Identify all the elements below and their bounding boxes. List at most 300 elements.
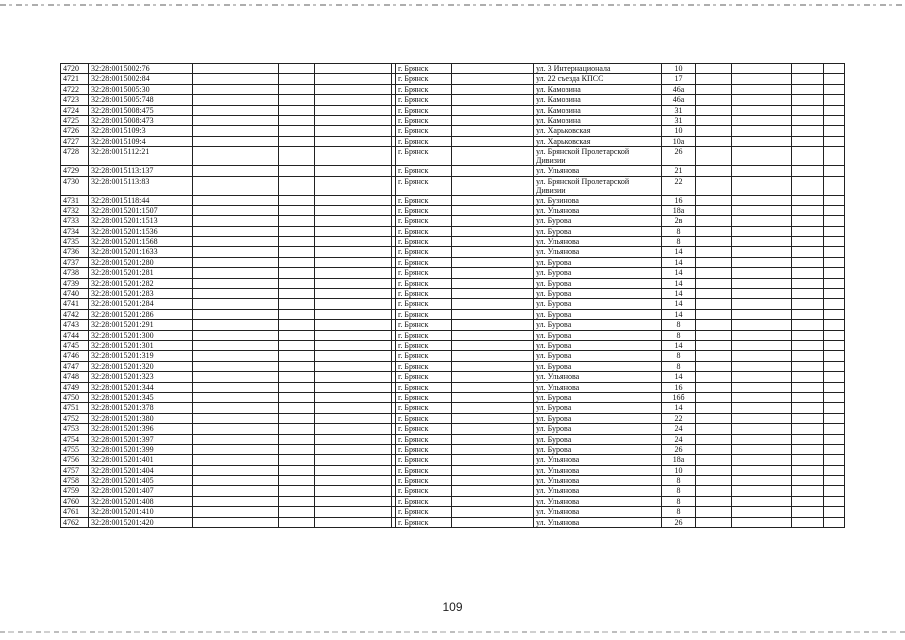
street-cell: ул. Ульянова xyxy=(534,507,662,517)
empty-cell xyxy=(696,320,732,330)
empty-cell xyxy=(279,226,315,236)
empty-cell xyxy=(792,237,824,247)
empty-cell xyxy=(452,455,534,465)
empty-cell xyxy=(696,486,732,496)
cadastral-number-cell: 32:28:0015005:748 xyxy=(89,95,193,105)
empty-cell xyxy=(452,361,534,371)
empty-cell xyxy=(696,289,732,299)
cadastral-number-cell: 32:28:0015201:319 xyxy=(89,351,193,361)
house-number-cell: 14 xyxy=(662,257,696,267)
row-number-cell: 4745 xyxy=(61,340,89,350)
city-cell: г. Брянск xyxy=(396,176,452,195)
cadastral-number-cell: 32:28:0015201:282 xyxy=(89,278,193,288)
empty-cell xyxy=(792,299,824,309)
empty-cell xyxy=(792,105,824,115)
empty-cell xyxy=(732,247,792,257)
empty-cell xyxy=(824,465,845,475)
empty-cell xyxy=(792,382,824,392)
empty-cell xyxy=(732,413,792,423)
empty-cell xyxy=(193,444,279,454)
empty-cell xyxy=(696,216,732,226)
empty-cell xyxy=(279,424,315,434)
street-cell: ул. Бурова xyxy=(534,434,662,444)
table-row xyxy=(61,455,845,465)
house-number-cell: 8 xyxy=(662,476,696,486)
empty-cell xyxy=(732,309,792,319)
house-number-cell: 16 xyxy=(662,195,696,205)
empty-cell xyxy=(732,268,792,278)
empty-cell xyxy=(193,147,279,166)
table-row xyxy=(61,413,845,423)
city-cell: г. Брянск xyxy=(396,166,452,176)
empty-cell xyxy=(315,434,392,444)
empty-cell xyxy=(193,382,279,392)
cadastral-number-cell: 32:28:0015201:401 xyxy=(89,455,193,465)
city-cell: г. Брянск xyxy=(396,361,452,371)
empty-cell xyxy=(452,278,534,288)
empty-cell xyxy=(279,434,315,444)
empty-cell xyxy=(315,257,392,267)
house-number-cell: 14 xyxy=(662,289,696,299)
row-number-cell: 4734 xyxy=(61,226,89,236)
house-number-cell: 8 xyxy=(662,507,696,517)
row-number-cell: 4728 xyxy=(61,147,89,166)
house-number-cell: 26 xyxy=(662,517,696,527)
street-cell: ул. 22 съезда КПСС xyxy=(534,74,662,84)
empty-cell xyxy=(792,361,824,371)
empty-cell xyxy=(315,278,392,288)
table-row xyxy=(61,195,845,205)
city-cell: г. Брянск xyxy=(396,403,452,413)
empty-cell xyxy=(732,289,792,299)
empty-cell xyxy=(824,136,845,146)
city-cell: г. Брянск xyxy=(396,268,452,278)
street-cell: ул. Ульянова xyxy=(534,205,662,215)
empty-cell xyxy=(279,268,315,278)
empty-cell xyxy=(193,330,279,340)
table-row xyxy=(61,166,845,176)
empty-cell xyxy=(732,434,792,444)
street-cell: ул. Бурова xyxy=(534,361,662,371)
empty-cell xyxy=(279,64,315,74)
empty-cell xyxy=(452,351,534,361)
cadastral-number-cell: 32:28:0015201:1568 xyxy=(89,237,193,247)
empty-cell xyxy=(792,176,824,195)
row-number-cell: 4755 xyxy=(61,444,89,454)
empty-cell xyxy=(696,403,732,413)
empty-cell xyxy=(696,340,732,350)
table-row xyxy=(61,392,845,402)
empty-cell xyxy=(452,517,534,527)
house-number-cell: 16б xyxy=(662,392,696,402)
table-row xyxy=(61,176,845,195)
street-cell: ул. Бурова xyxy=(534,216,662,226)
street-cell: ул. Камозина xyxy=(534,105,662,115)
cadastral-number-cell: 32:28:0015201:408 xyxy=(89,496,193,506)
empty-cell xyxy=(279,216,315,226)
cadastral-number-cell: 32:28:0015201:410 xyxy=(89,507,193,517)
empty-cell xyxy=(279,507,315,517)
row-number-cell: 4758 xyxy=(61,476,89,486)
house-number-cell: 14 xyxy=(662,372,696,382)
table-row xyxy=(61,64,845,74)
empty-cell xyxy=(279,74,315,84)
row-number-cell: 4737 xyxy=(61,257,89,267)
empty-cell xyxy=(824,268,845,278)
street-cell: ул. Бурова xyxy=(534,403,662,413)
empty-cell xyxy=(732,176,792,195)
empty-cell xyxy=(792,74,824,84)
empty-cell xyxy=(824,372,845,382)
empty-cell xyxy=(696,444,732,454)
row-number-cell: 4749 xyxy=(61,382,89,392)
empty-cell xyxy=(279,105,315,115)
row-number-cell: 4757 xyxy=(61,465,89,475)
empty-cell xyxy=(732,105,792,115)
empty-cell xyxy=(824,126,845,136)
empty-cell xyxy=(824,476,845,486)
empty-cell xyxy=(732,74,792,84)
cadastral-number-cell: 32:28:0015201:397 xyxy=(89,434,193,444)
empty-cell xyxy=(792,517,824,527)
empty-cell xyxy=(732,84,792,94)
street-cell: ул. Бурова xyxy=(534,257,662,267)
empty-cell xyxy=(452,147,534,166)
street-cell: ул. Ульянова xyxy=(534,517,662,527)
street-cell: ул. Ульянова xyxy=(534,166,662,176)
empty-cell xyxy=(315,340,392,350)
empty-cell xyxy=(824,392,845,402)
empty-cell xyxy=(732,340,792,350)
empty-cell xyxy=(696,95,732,105)
empty-cell xyxy=(452,247,534,257)
empty-cell xyxy=(193,424,279,434)
empty-cell xyxy=(824,351,845,361)
city-cell: г. Брянск xyxy=(396,278,452,288)
empty-cell xyxy=(193,257,279,267)
empty-cell xyxy=(824,237,845,247)
row-number-cell: 4722 xyxy=(61,84,89,94)
page-number: 109 xyxy=(442,600,463,614)
house-number-cell: 22 xyxy=(662,413,696,423)
empty-cell xyxy=(193,115,279,125)
row-number-cell: 4731 xyxy=(61,195,89,205)
empty-cell xyxy=(732,444,792,454)
street-cell: ул. Камозина xyxy=(534,115,662,125)
house-number-cell: 14 xyxy=(662,268,696,278)
empty-cell xyxy=(696,392,732,402)
empty-cell xyxy=(824,105,845,115)
empty-cell xyxy=(732,507,792,517)
empty-cell xyxy=(452,195,534,205)
empty-cell xyxy=(824,496,845,506)
empty-cell xyxy=(452,309,534,319)
row-number-cell: 4739 xyxy=(61,278,89,288)
street-cell: ул. Ульянова xyxy=(534,486,662,496)
empty-cell xyxy=(315,465,392,475)
empty-cell xyxy=(732,486,792,496)
empty-cell xyxy=(279,166,315,176)
empty-cell xyxy=(315,195,392,205)
empty-cell xyxy=(279,136,315,146)
table-row xyxy=(61,74,845,84)
street-cell: ул. Бурова xyxy=(534,299,662,309)
empty-cell xyxy=(824,289,845,299)
cadastral-number-cell: 32:28:0015002:76 xyxy=(89,64,193,74)
cadastral-number-cell: 32:28:0015201:283 xyxy=(89,289,193,299)
row-number-cell: 4729 xyxy=(61,166,89,176)
street-cell: ул. Ульянова xyxy=(534,237,662,247)
street-cell: ул. Бурова xyxy=(534,330,662,340)
city-cell: г. Брянск xyxy=(396,257,452,267)
empty-cell xyxy=(452,257,534,267)
empty-cell xyxy=(315,330,392,340)
street-cell: ул. Ульянова xyxy=(534,496,662,506)
empty-cell xyxy=(452,382,534,392)
empty-cell xyxy=(279,257,315,267)
table-row xyxy=(61,330,845,340)
empty-cell xyxy=(824,486,845,496)
empty-cell xyxy=(824,403,845,413)
empty-cell xyxy=(696,496,732,506)
house-number-cell: 18а xyxy=(662,455,696,465)
empty-cell xyxy=(452,434,534,444)
empty-cell xyxy=(315,382,392,392)
row-number-cell: 4740 xyxy=(61,289,89,299)
empty-cell xyxy=(824,216,845,226)
empty-cell xyxy=(732,64,792,74)
empty-cell xyxy=(732,424,792,434)
city-cell: г. Брянск xyxy=(396,517,452,527)
empty-cell xyxy=(696,268,732,278)
city-cell: г. Брянск xyxy=(396,486,452,496)
city-cell: г. Брянск xyxy=(396,247,452,257)
table-row xyxy=(61,465,845,475)
empty-cell xyxy=(315,166,392,176)
cadastral-number-cell: 32:28:0015201:399 xyxy=(89,444,193,454)
house-number-cell: 31 xyxy=(662,115,696,125)
empty-cell xyxy=(193,320,279,330)
empty-cell xyxy=(696,205,732,215)
city-cell: г. Брянск xyxy=(396,351,452,361)
empty-cell xyxy=(792,496,824,506)
cadastral-number-cell: 32:28:0015201:405 xyxy=(89,476,193,486)
house-number-cell: 14 xyxy=(662,309,696,319)
empty-cell xyxy=(732,372,792,382)
empty-cell xyxy=(452,507,534,517)
empty-cell xyxy=(824,74,845,84)
empty-cell xyxy=(193,372,279,382)
scan-artifact-top xyxy=(0,4,905,6)
street-cell: ул. Бурова xyxy=(534,392,662,402)
empty-cell xyxy=(279,289,315,299)
empty-cell xyxy=(732,136,792,146)
table-row xyxy=(61,496,845,506)
empty-cell xyxy=(279,309,315,319)
empty-cell xyxy=(315,74,392,84)
empty-cell xyxy=(732,205,792,215)
table-row xyxy=(61,147,845,166)
house-number-cell: 8 xyxy=(662,237,696,247)
empty-cell xyxy=(452,126,534,136)
table-row xyxy=(61,84,845,94)
row-number-cell: 4762 xyxy=(61,517,89,527)
empty-cell xyxy=(193,105,279,115)
empty-cell xyxy=(315,237,392,247)
empty-cell xyxy=(452,74,534,84)
house-number-cell: 14 xyxy=(662,340,696,350)
house-number-cell: 8 xyxy=(662,226,696,236)
empty-cell xyxy=(696,226,732,236)
row-number-cell: 4744 xyxy=(61,330,89,340)
city-cell: г. Брянск xyxy=(396,205,452,215)
empty-cell xyxy=(696,507,732,517)
cadastral-number-cell: 32:28:0015109:4 xyxy=(89,136,193,146)
cadastral-number-cell: 32:28:0015113:83 xyxy=(89,176,193,195)
empty-cell xyxy=(792,95,824,105)
empty-cell xyxy=(279,465,315,475)
house-number-cell: 14 xyxy=(662,278,696,288)
empty-cell xyxy=(696,195,732,205)
empty-cell xyxy=(732,465,792,475)
cadastral-number-cell: 32:28:0015201:280 xyxy=(89,257,193,267)
city-cell: г. Брянск xyxy=(396,392,452,402)
cadastral-number-cell: 32:28:0015201:281 xyxy=(89,268,193,278)
empty-cell xyxy=(732,496,792,506)
registry-table xyxy=(60,63,845,528)
empty-cell xyxy=(452,237,534,247)
empty-cell xyxy=(452,444,534,454)
empty-cell xyxy=(696,309,732,319)
empty-cell xyxy=(315,320,392,330)
empty-cell xyxy=(279,413,315,423)
empty-cell xyxy=(696,115,732,125)
table-row xyxy=(61,268,845,278)
empty-cell xyxy=(792,507,824,517)
cadastral-number-cell: 32:28:0015008:475 xyxy=(89,105,193,115)
cadastral-number-cell: 32:28:0015201:284 xyxy=(89,299,193,309)
city-cell: г. Брянск xyxy=(396,496,452,506)
house-number-cell: 22 xyxy=(662,176,696,195)
empty-cell xyxy=(315,226,392,236)
row-number-cell: 4733 xyxy=(61,216,89,226)
empty-cell xyxy=(732,257,792,267)
cadastral-number-cell: 32:28:0015201:323 xyxy=(89,372,193,382)
empty-cell xyxy=(824,84,845,94)
empty-cell xyxy=(193,95,279,105)
empty-cell xyxy=(824,247,845,257)
table-row xyxy=(61,299,845,309)
empty-cell xyxy=(279,372,315,382)
empty-cell xyxy=(696,413,732,423)
row-number-cell: 4756 xyxy=(61,455,89,465)
city-cell: г. Брянск xyxy=(396,465,452,475)
empty-cell xyxy=(732,476,792,486)
row-number-cell: 4738 xyxy=(61,268,89,278)
table-row xyxy=(61,205,845,215)
empty-cell xyxy=(279,455,315,465)
empty-cell xyxy=(279,340,315,350)
empty-cell xyxy=(452,205,534,215)
empty-cell xyxy=(792,392,824,402)
scan-artifact-bottom xyxy=(0,631,905,633)
empty-cell xyxy=(315,372,392,382)
empty-cell xyxy=(696,424,732,434)
empty-cell xyxy=(315,147,392,166)
empty-cell xyxy=(732,517,792,527)
empty-cell xyxy=(824,424,845,434)
cadastral-number-cell: 32:28:0015113:137 xyxy=(89,166,193,176)
empty-cell xyxy=(279,486,315,496)
empty-cell xyxy=(732,299,792,309)
table-row xyxy=(61,486,845,496)
empty-cell xyxy=(452,340,534,350)
empty-cell xyxy=(279,444,315,454)
street-cell: ул. Бурова xyxy=(534,413,662,423)
empty-cell xyxy=(792,268,824,278)
empty-cell xyxy=(452,330,534,340)
empty-cell xyxy=(696,330,732,340)
street-cell: ул. Бузинова xyxy=(534,195,662,205)
empty-cell xyxy=(193,136,279,146)
empty-cell xyxy=(824,257,845,267)
house-number-cell: 2в xyxy=(662,216,696,226)
street-cell: ул. Бурова xyxy=(534,289,662,299)
table-row xyxy=(61,320,845,330)
house-number-cell: 8 xyxy=(662,320,696,330)
city-cell: г. Брянск xyxy=(396,434,452,444)
house-number-cell: 8 xyxy=(662,351,696,361)
city-cell: г. Брянск xyxy=(396,476,452,486)
empty-cell xyxy=(279,320,315,330)
row-number-cell: 4725 xyxy=(61,115,89,125)
table-row xyxy=(61,95,845,105)
city-cell: г. Брянск xyxy=(396,299,452,309)
empty-cell xyxy=(696,361,732,371)
city-cell: г. Брянск xyxy=(396,372,452,382)
city-cell: г. Брянск xyxy=(396,84,452,94)
street-cell: ул. Камозина xyxy=(534,95,662,105)
empty-cell xyxy=(792,465,824,475)
empty-cell xyxy=(279,205,315,215)
empty-cell xyxy=(315,268,392,278)
row-number-cell: 4750 xyxy=(61,392,89,402)
table-row xyxy=(61,257,845,267)
registry-rows xyxy=(61,64,845,528)
empty-cell xyxy=(452,486,534,496)
row-number-cell: 4723 xyxy=(61,95,89,105)
table-row xyxy=(61,476,845,486)
empty-cell xyxy=(193,126,279,136)
house-number-cell: 10а xyxy=(662,136,696,146)
empty-cell xyxy=(792,126,824,136)
cadastral-number-cell: 32:28:0015201:344 xyxy=(89,382,193,392)
empty-cell xyxy=(315,517,392,527)
street-cell: ул. Ульянова xyxy=(534,455,662,465)
house-number-cell: 10 xyxy=(662,126,696,136)
empty-cell xyxy=(696,278,732,288)
house-number-cell: 46а xyxy=(662,95,696,105)
empty-cell xyxy=(824,95,845,105)
empty-cell xyxy=(792,424,824,434)
city-cell: г. Брянск xyxy=(396,340,452,350)
empty-cell xyxy=(452,64,534,74)
empty-cell xyxy=(452,268,534,278)
empty-cell xyxy=(792,403,824,413)
empty-cell xyxy=(696,382,732,392)
empty-cell xyxy=(315,424,392,434)
row-number-cell: 4736 xyxy=(61,247,89,257)
